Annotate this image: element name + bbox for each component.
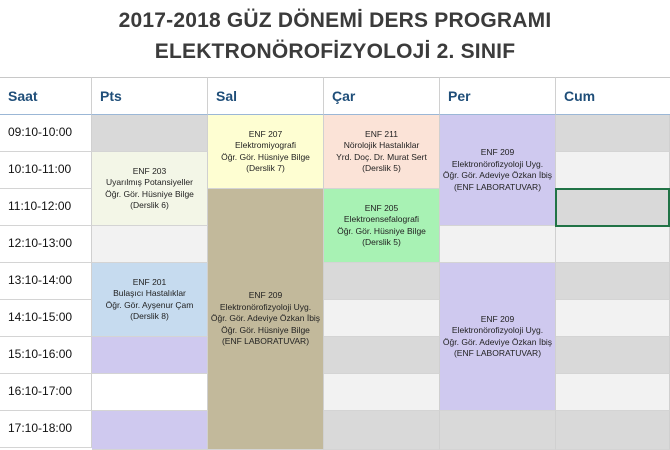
empty-cell[interactable] — [556, 337, 670, 374]
empty-cell[interactable] — [92, 337, 208, 374]
empty-cell[interactable] — [324, 374, 440, 411]
course-room: (Derslik 8) — [130, 311, 169, 321]
empty-cell[interactable] — [556, 300, 670, 337]
course-lecturer: Yrd. Doç. Dr. Murat Sert — [336, 151, 427, 162]
empty-cell[interactable] — [92, 115, 208, 152]
course-block-enf211[interactable] — [324, 115, 440, 189]
course-lecturer: Öğr. Gör. Hüsniye Bilge — [221, 151, 310, 162]
empty-cell[interactable] — [324, 263, 440, 300]
time-slot[interactable]: 13:10-14:00 — [0, 263, 92, 300]
course-room: (ENF LABORATUVAR) — [453, 181, 542, 192]
empty-cell[interactable] — [556, 411, 670, 450]
empty-cell[interactable] — [556, 115, 670, 152]
course-block-enf205[interactable] — [324, 189, 440, 263]
course-code: ENF 207 — [248, 128, 283, 139]
course-room: (Derslik 7) — [246, 163, 285, 173]
page-subtitle: ELEKTRONÖROFİZYOLOJİ 2. SINIF — [154, 40, 516, 63]
time-slot[interactable]: 12:10-13:00 — [0, 226, 92, 263]
empty-cell[interactable] — [92, 226, 208, 263]
empty-cell[interactable] — [556, 263, 670, 300]
empty-cell[interactable] — [440, 411, 556, 450]
course-room: (Derslik 6) — [130, 200, 169, 210]
course-code: ENF 209 — [248, 290, 283, 301]
course-code: ENF 209 — [480, 147, 515, 157]
course-code: ENF 205 — [364, 202, 399, 213]
column-header-saat[interactable]: Saat — [0, 77, 92, 115]
column-header-car[interactable]: Çar — [324, 77, 440, 115]
empty-cell[interactable] — [556, 374, 670, 411]
time-slot[interactable]: 14:10-15:00 — [0, 300, 92, 337]
course-code: ENF 203 — [132, 165, 167, 176]
empty-cell[interactable] — [324, 337, 440, 374]
course-lecturer: Öğr. Gör. Ayşenur Çam — [105, 299, 194, 310]
course-name: Elektronörofizyoloji Uyg. — [451, 325, 544, 335]
course-name: Nörolojik Hastalıklar — [343, 140, 420, 150]
empty-cell[interactable] — [556, 226, 670, 263]
column-header-per[interactable]: Per — [440, 77, 556, 115]
time-slot[interactable]: 09:10-10:00 — [0, 115, 92, 152]
course-name: Elektroensefalografi — [343, 214, 420, 224]
course-lecturer: Öğr. Gör. Adeviye Özkan İbiş — [442, 336, 553, 347]
course-room: (ENF LABORATUVAR) — [221, 336, 310, 347]
time-slot[interactable]: 11:10-12:00 — [0, 189, 92, 226]
empty-cell[interactable] — [556, 152, 670, 189]
empty-cell[interactable] — [440, 226, 556, 263]
course-block-enf203[interactable] — [92, 152, 208, 226]
course-room: (Derslik 5) — [362, 237, 401, 247]
course-name: Elektronörofizyoloji Uyg. — [451, 158, 544, 169]
course-lecturer: Öğr. Gör. Adeviye Özkan İbiş — [210, 313, 321, 324]
column-header-sal[interactable]: Sal — [208, 77, 324, 115]
course-room: (Derslik 5) — [362, 163, 401, 173]
time-slot[interactable]: 17:10-18:00 — [0, 411, 92, 448]
empty-cell[interactable] — [324, 411, 440, 450]
empty-cell[interactable] — [92, 411, 208, 450]
course-room: (ENF LABORATUVAR) — [453, 348, 542, 358]
course-lecturer: Öğr. Gör. Adeviye Özkan İbiş — [442, 170, 553, 180]
course-code: ENF 209 — [480, 313, 515, 324]
course-lecturer-2: Öğr. Gör. Hüsniye Bilge — [221, 324, 310, 335]
course-code: ENF 211 — [365, 128, 398, 139]
course-name: Uyarılmış Potansiyeller — [106, 177, 193, 187]
course-block-enf209-per-am[interactable] — [440, 115, 556, 226]
empty-cell[interactable] — [92, 374, 208, 411]
course-code: ENF 201 — [132, 276, 167, 287]
time-slot[interactable]: 15:10-16:00 — [0, 337, 92, 374]
time-slot[interactable]: 10:10-11:00 — [0, 152, 92, 189]
course-block-enf207[interactable] — [208, 115, 324, 189]
column-header-cum[interactable]: Cum — [556, 77, 670, 115]
selected-cell-border[interactable] — [555, 188, 670, 227]
course-name: Elektronörofizyoloji Uyg. — [219, 301, 312, 312]
course-lecturer: Öğr. Gör. Hüsniye Bilge — [337, 225, 426, 236]
course-name: Bulaşıcı Hastalıklar — [113, 288, 186, 298]
course-block-enf209-per-pm[interactable] — [440, 263, 556, 411]
empty-cell[interactable] — [324, 300, 440, 337]
course-name: Elektromiyografi — [235, 140, 296, 150]
course-block-enf209-sal[interactable] — [208, 189, 324, 450]
course-lecturer: Öğr. Gör. Hüsniye Bilge — [105, 188, 194, 199]
course-block-enf201[interactable] — [92, 263, 208, 337]
column-header-pts[interactable]: Pts — [92, 77, 208, 115]
page-title: 2017-2018 GÜZ DÖNEMİ DERS PROGRAMI — [118, 9, 552, 32]
time-slot[interactable]: 16:10-17:00 — [0, 374, 92, 411]
